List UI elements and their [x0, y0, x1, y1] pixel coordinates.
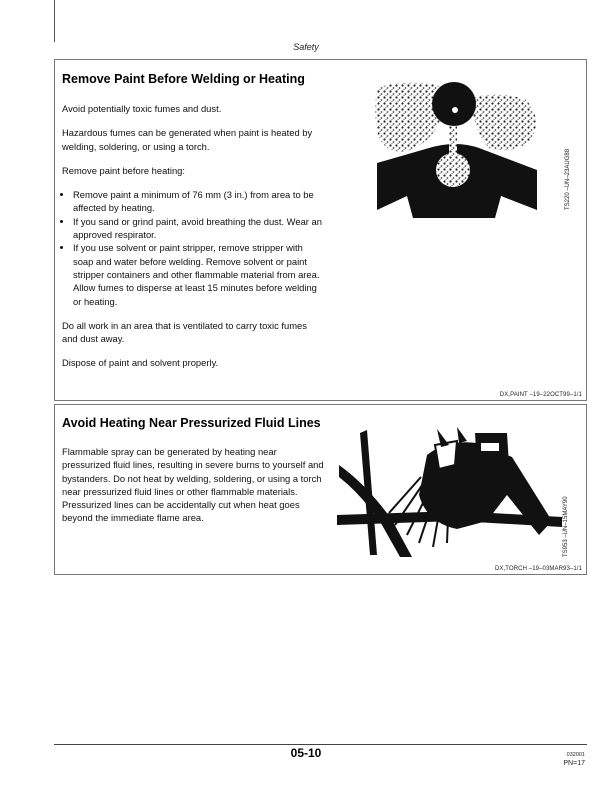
document-code: DX,TORCH –19–03MAR93–1/1: [495, 566, 582, 572]
margin-rule: [54, 0, 55, 42]
paragraph: Flammable spray can be generated by heating near pressurized fluid lines, resulting in severe burns to yourself and bystanders. Do not heat by welding, soldering, or using a torch near pressurized fluid lines or other flammable materials. Pressurized lines can be accidentally cut when heat goes beyond the immediate flame area.: [62, 446, 324, 524]
illustration-code: TS220 –UN–23AUG88: [565, 148, 571, 210]
revision-code: 032001: [566, 752, 585, 758]
paint-safety-section: [54, 59, 587, 401]
list-item: • If you sand or grind paint, avoid breathing the dust. Wear an approved respirator.: [73, 215, 324, 242]
page-header: Safety: [293, 42, 319, 52]
paragraph: Remove paint before heating:: [62, 164, 185, 176]
list-item: • If you use solvent or paint stripper, remove stripper with soap and water before welding. Remove solvent or paint stripper containers and other flammable material from area. Allow fumes to disperse at least 15 minutes before welding or heating.: [73, 241, 324, 307]
torch-hazard-illustration: [337, 425, 562, 560]
paragraph: Avoid potentially toxic fumes and dust.: [62, 103, 222, 114]
paragraph: Hazardous fumes can be generated when paint is heated by welding, soldering, or using a torch.: [62, 127, 313, 152]
document-code: DX,PAINT –19–22OCT99–1/1: [499, 392, 582, 398]
paragraph: Dispose of paint and solvent properly.: [62, 357, 219, 369]
paragraph: Do all work in an area that is ventilated to carry toxic fumes and dust away.: [62, 319, 307, 345]
toxic-fumes-illustration: [371, 78, 551, 218]
page-number: 05-10: [290, 746, 322, 760]
section-title: Avoid Heating Near Pressurized Fluid Lines: [62, 416, 321, 430]
footer-rule: [54, 744, 587, 745]
section-body: [62, 445, 324, 536]
pressurized-lines-section: [54, 404, 587, 575]
section-title: Remove Paint Before Welding or Heating: [62, 72, 305, 86]
illustration-code: TS953 –UN–15MAY90: [563, 496, 569, 557]
pn-label: PN=17: [563, 760, 585, 767]
section-body: [62, 102, 324, 381]
list-item: • Remove paint a minimum of 76 mm (3 in.) from area to be affected by heating.: [73, 188, 324, 215]
bullet-list: [62, 188, 324, 308]
